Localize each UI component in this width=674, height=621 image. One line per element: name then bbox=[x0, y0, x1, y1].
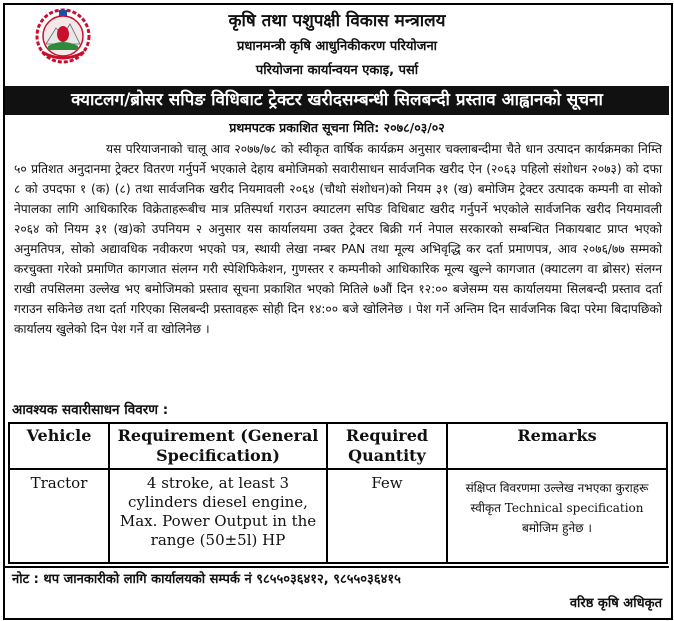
header-quantity: Required Quantity bbox=[327, 423, 447, 469]
header-requirement: Requirement (General Specification) bbox=[109, 423, 327, 469]
notice-title-banner: क्याटलग/ब्रोसर सपिङ विधिबाट ट्रेक्टर खरीदसम्बन्धी सिलबन्दी प्रस्ताव आह्वानको सूचना bbox=[5, 86, 669, 115]
notice-body: यस परियाजनाको चालू आव २०७७/७८ को स्वीकृत वार्षिक कार्यक्रम अनुसार चक्लाबन्दीमा चैते धान उत्पादन कार्यक्रमका निम्ति ५० प्रतिशत अनुदानमा ट्रेक्टर वितरण गर्नुपर्ने भएकाले देहाय बमोजिमको सवारीसाधन सार्वजनिक खरीद ऐन (२०६३ पहिलो संशोधन २०७३) को दफा ८ को उपदफा १ (क) (८) तथा सार्वजनिक खरीद नियमावली २०६४ (चौथो संशोधन)को नियम ३१ (ख) बमोजिम ट्रेक्टर उत्पादक कम्पनी वा सोको नेपालका लागि आधिकारिक विक्रेताहरूबीच मात्र प्रतिस्पर्धा गराउन क्याटलग सपिङ विधिबाट खरीद गर्नुपर्ने भएकोले सार्वजनिक खरीद नियमावली २०६४ को नियम ३१ (ख)को उपनियम २ अनुसार यस कार्यालयमा उक्त ट्रेक्टर बिक्री गर्न नेपाल सरकारको सम्बन्धित निकायबाट प्राप्त भएको अनुमतिपत्र, सोको अद्यावधिक नवीकरण भएको पत्र, स्थायी लेखा नम्बर PAN तथा मूल्य अभिवृद्धि कर दर्ता प्रमाणपत्र, आव २०७६/७७ सम्मको करचुक्ता गरेको प्रमाणित कागजात संलग्न गरी स्पेशिफिकेशन, गुणस्तर र कम्पनीको आधिकारिक मूल्य खुल्ने कागजात (क्याटलग वा ब्रोसर) संलग्न राखी तपसिलमा उल्लेख भए बमोजिमको प्रस्ताव सूचना प्रकाशित भएको मितिले ७औं दिन १२:०० बजेसम्म यस कार्यालयमा सिलबन्दी प्रस्ताव दर्ता गराउन सकिनेछ तथा दर्ता गरिएका सिलबन्दी प्रस्तावहरू सोही दिन १४:०० बजे खोलिनेछ । पेश गर्ने अन्तिम दिन सार्वजनिक बिदा परेमा बिदापछिको कार्यालय खुलेको दिन पेश गर्ने वा खोलिनेछ । bbox=[14, 142, 662, 336]
signature: वरिष्ठ कृषि अधिकृत bbox=[569, 596, 662, 611]
ministry-title: कृषि तथा पशुपक्षी विकास मन्त्रालय bbox=[228, 11, 446, 31]
cell-requirement: 4 stroke, at least 3 cylinders diesel engine, Max. Power Output in the range (50±5l) HP bbox=[109, 469, 327, 563]
notice-header bbox=[0, 0, 674, 86]
unit-title: परियोजना कार्यान्वयन एकाइ, पर्सा bbox=[255, 63, 419, 78]
note-divider bbox=[5, 566, 669, 568]
header-remarks: Remarks bbox=[447, 423, 667, 469]
section-title: आवश्यक सवारीसाधन विवरण : bbox=[12, 402, 169, 418]
vehicle-requirement-table bbox=[8, 422, 668, 564]
table-header-row bbox=[9, 423, 667, 469]
header-vehicle: Vehicle bbox=[9, 423, 109, 469]
table-row bbox=[9, 469, 667, 563]
project-title: प्रधानमन्त्री कृषि आधुनिकीकरण परियोजना bbox=[236, 39, 438, 54]
cell-quantity: Few bbox=[327, 469, 447, 563]
cell-remarks: संक्षिप्त विवरणमा उल्लेख नभएका कुराहरू स्वीकृत Technical specification बमोजिम हुनेछ । bbox=[447, 469, 667, 563]
cell-vehicle: Tractor bbox=[9, 469, 109, 563]
publish-date: प्रथमपटक प्रकाशित सूचना मिति: २०७८/०३/०२ bbox=[229, 120, 445, 135]
contact-note: नोट : थप जानकारीको लागि कार्यालयको सम्पर्क नं ९८५५०३६४१२, ९८५५०३६४१५ bbox=[12, 572, 401, 587]
